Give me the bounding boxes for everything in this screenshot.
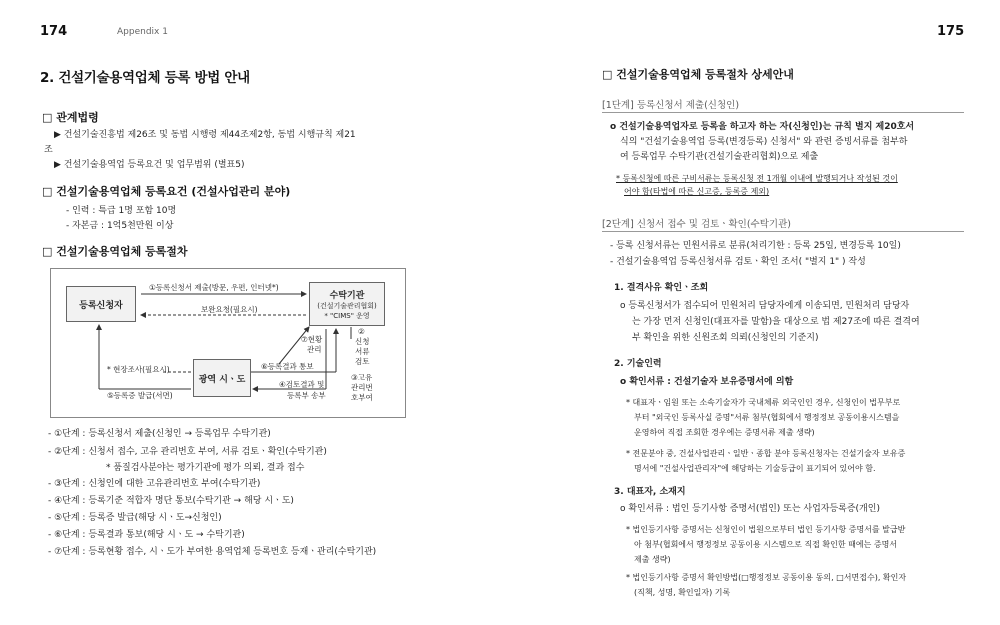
sub-title: 1. 결격사유 확인ㆍ조회 — [614, 283, 709, 293]
procedure-step: - ④단계 : 등록기준 적합자 명단 통보(수탁기관 → 해당 시ㆍ도) — [48, 496, 294, 506]
sub-title: 3. 대표자, 소재지 — [614, 487, 686, 497]
sub-bullet: * 전문분야 중, 건설사업관리ㆍ일반ㆍ종합 분야 등록신청자는 건설기술자 보유증 — [626, 449, 906, 458]
agency-box — [309, 282, 385, 326]
applicant-box: 등록신청자 — [66, 286, 136, 322]
sub-bullet: 제출 생략) — [634, 555, 671, 564]
sub-bullet: * 대표자ㆍ임원 또는 소속기술자가 국내체류 외국인인 경우, 신청인이 법무부로 — [626, 398, 901, 407]
page-number: 174 — [40, 24, 68, 39]
arrow-label: ② — [358, 327, 365, 336]
procedure-step: - ⑦단계 : 등록현황 접수, 시ㆍ도가 부여한 용역업체 등록번호 등재ㆍ관리(수탁기관) — [48, 547, 377, 557]
arrow-label: 신청 — [355, 337, 370, 346]
sub-text: o 확인서류 : 법인 등기사항 증명서(법인) 또는 사업자등록증(개인) — [620, 504, 880, 514]
agency-sub: * "CIMS" 운영 — [324, 311, 370, 320]
arrow-label: 등록부 송부 — [287, 391, 326, 400]
procedure-diagram — [50, 268, 406, 418]
arrow-label: 호부여 — [351, 393, 373, 402]
procedure-step-note: * 품질검사분야는 평가기관에 평가 의뢰, 결과 접수 — [106, 463, 305, 473]
procedure-heading: □ 건설기술용역업체 등록절차 — [42, 245, 188, 258]
procedure-step: - ③단계 : 신청인에 대한 고유관리번호 부여(수탁기관) — [48, 479, 261, 489]
step1-note: 어야 함(타법에 따른 신고증, 등록증 제외) — [624, 187, 770, 196]
procedure-step: - ①단계 : 등록신청서 제출(신청인 → 등록업무 수탁기관) — [48, 429, 271, 439]
step1-text: o 건설기술용역업자로 등록을 하고자 하는 자(신청인)는 규칙 별지 제20호서 — [610, 122, 915, 132]
sub-bullet: 아 첨부(협회에서 행정정보 공동이용 시스템으로 직접 확인한 때에는 증명서 — [634, 540, 898, 549]
agency-title: 수탁기관 — [329, 290, 365, 301]
arrow-label: 서류 — [355, 347, 370, 356]
procedure-step: - ⑤단계 : 등록증 발급(해당 시ㆍ도→신청인) — [48, 513, 222, 523]
sub-text: 는 가장 먼저 신청인(대표자를 말함)을 대상으로 법 제27조에 따른 결격여 — [632, 317, 920, 327]
law-item: ▶ 건설기술용역업 등록요건 및 업무범위 (별표5) — [54, 160, 245, 170]
right-page — [500, 0, 1000, 625]
law-item: ▶ 건설기술진흥법 제26조 및 동법 시행령 제44조제2항, 동법 시행규칙 제21 — [54, 130, 356, 140]
divider — [602, 112, 964, 113]
sub-bullet: * 법인등기사항 증명서 확인방법(□행정정보 공동이용 동의, □서면접수), 확인자 — [626, 573, 907, 582]
arrow-label: ④검토결과 및 — [279, 380, 325, 389]
procedure-step: - ⑥단계 : 등록결과 통보(해당 시ㆍ도 → 수탁기관) — [48, 530, 245, 540]
procedure-step: - ②단계 : 신청서 접수, 고유 관리번호 부여, 서류 검토ㆍ확인(수탁기관) — [48, 447, 327, 457]
sub-title: 2. 기술인력 — [614, 359, 662, 369]
step1-note: * 등록신청에 따른 구비서류는 등록신청 전 1개월 이내에 발행되거나 작성된 것이 — [616, 174, 898, 183]
sub-bullet: (직책, 성명, 확인일자) 기록 — [634, 588, 731, 597]
step1-text: 식의 "건설기술용역업 등록(변경등록) 신청서" 와 관련 증빙서류를 첨부하 — [620, 137, 908, 147]
sub-bullet: 운영하여 직접 조회한 경우에는 증명서류 제출 생략) — [634, 428, 815, 437]
law-heading: □ 관계법령 — [42, 111, 99, 124]
sub-text: 부 확인을 위한 신원조회 의뢰(신청인의 기준지) — [632, 333, 819, 343]
arrow-label: ①등록신청서 제출(방문, 우편, 인터넷*) — [149, 283, 279, 292]
arrow-label: ⑥등록결과 통보 — [261, 362, 314, 371]
requirement-item: - 자본금 : 1억5천만원 이상 — [66, 221, 174, 231]
step1-label: [1단계] 등록신청서 제출(신청인) — [602, 100, 740, 111]
step1-text: 여 등록업무 수탁기관(건설기술관리협회)으로 제출 — [620, 152, 819, 162]
step2-item: - 등록 신청서류는 민원서류로 분류(처리기한 : 등록 25일, 변경등록 10일) — [610, 241, 901, 251]
arrow-label: 검토 — [355, 357, 370, 366]
law-item: 조 — [44, 145, 53, 155]
requirement-item: - 인력 : 특급 1명 포함 10명 — [66, 206, 177, 216]
step2-item: - 건설기술용역업 등록신청서류 검토ㆍ확인 조서( "별지 1" ) 작성 — [610, 257, 866, 267]
step2-label: [2단계] 신청서 접수 및 검토ㆍ확인(수탁기관) — [602, 219, 791, 230]
arrow-label: 관리 — [307, 345, 322, 354]
arrow-label: ③고유 — [351, 373, 373, 382]
sub-bullet: 부터 "외국인 등록사실 증명"서류 첨부(협회에서 행정정보 공동이용시스템을 — [634, 413, 900, 422]
agency-sub: (건설기술관리협회) — [317, 301, 377, 310]
running-header: Appendix 1 — [117, 27, 168, 37]
sub-text: o 확인서류 : 건설기술자 보유증명서에 의함 — [620, 377, 794, 387]
arrow-label: ⑦현황 — [301, 335, 323, 344]
page-number: 175 — [937, 24, 965, 39]
detail-title: □ 건설기술용역업체 등록절차 상세안내 — [602, 68, 794, 81]
arrow-label: * 현장조사(필요시) — [107, 365, 170, 374]
arrow-label: 보완요청(필요시) — [201, 305, 258, 314]
requirements-heading: □ 건설기술용역업체 등록요건 (건설사업관리 분야) — [42, 185, 291, 198]
city-box: 광역 시ㆍ도 — [193, 359, 251, 397]
arrow-label: 관리번 — [351, 383, 373, 392]
arrow-label: ⑤등록증 발급(서면) — [107, 391, 173, 400]
divider — [602, 231, 964, 232]
sub-bullet: 명서에 "건설사업관리자"에 해당하는 기술등급이 표기되어 있어야 함. — [634, 464, 876, 473]
sub-text: o 등록신청서가 접수되어 민원처리 담당자에게 이송되면, 민원처리 담당자 — [620, 301, 910, 311]
sub-bullet: * 법인등기사항 증명서는 신청인이 법원으로부터 법인 등기사항 증명서를 발급받 — [626, 525, 906, 534]
chapter-title: 2. 건설기술용역업체 등록 방법 안내 — [40, 70, 250, 86]
